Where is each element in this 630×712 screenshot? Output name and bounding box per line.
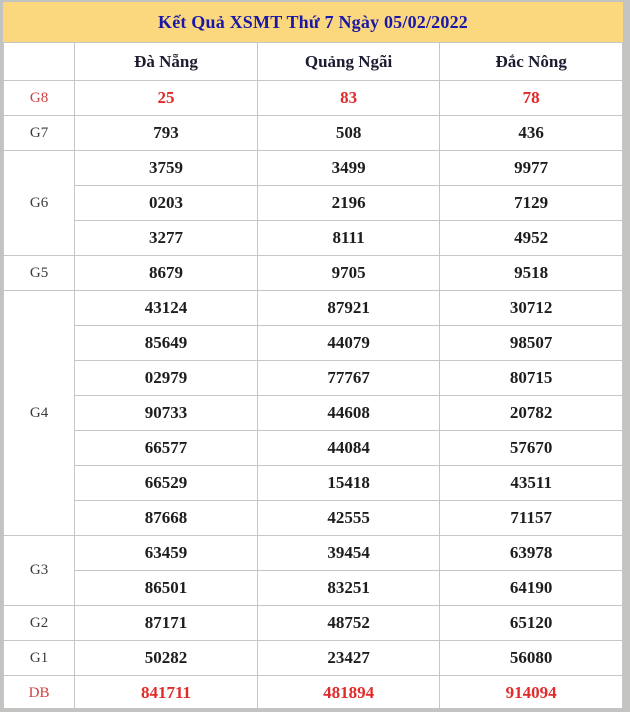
column-header-quang-ngai: Quảng Ngãi xyxy=(257,43,440,81)
table-row xyxy=(4,256,623,291)
prize-value: 57670 xyxy=(440,431,623,466)
prize-value: 48752 xyxy=(257,606,440,641)
table-row xyxy=(4,641,623,676)
prize-value: 50282 xyxy=(75,641,258,676)
prize-value: 43511 xyxy=(440,466,623,501)
prize-value: 23427 xyxy=(257,641,440,676)
prize-value: 64190 xyxy=(440,571,623,606)
prize-value: 841711 xyxy=(75,676,258,709)
prize-value: 80715 xyxy=(440,361,623,396)
prize-label-g4: G4 xyxy=(4,291,75,536)
prize-value: 914094 xyxy=(440,676,623,709)
prize-value: 39454 xyxy=(257,536,440,571)
prize-value: 83 xyxy=(257,81,440,116)
prize-value: 90733 xyxy=(75,396,258,431)
column-header-da-nang: Đà Nẵng xyxy=(75,43,258,81)
prize-value: 436 xyxy=(440,116,623,151)
prize-value: 25 xyxy=(75,81,258,116)
prize-value: 3277 xyxy=(75,221,258,256)
prize-value: 3759 xyxy=(75,151,258,186)
table-row xyxy=(4,571,623,606)
table-row xyxy=(4,676,623,709)
prize-value: 508 xyxy=(257,116,440,151)
prize-label-g2: G2 xyxy=(4,606,75,641)
table-row xyxy=(4,326,623,361)
prize-value: 66577 xyxy=(75,431,258,466)
prize-label-g7: G7 xyxy=(4,116,75,151)
prize-value: 3499 xyxy=(257,151,440,186)
prize-value: 66529 xyxy=(75,466,258,501)
prize-value: 43124 xyxy=(75,291,258,326)
table-row xyxy=(4,536,623,571)
prize-value: 7129 xyxy=(440,186,623,221)
prize-value: 0203 xyxy=(75,186,258,221)
prize-value: 83251 xyxy=(257,571,440,606)
prize-value: 87921 xyxy=(257,291,440,326)
prize-value: 98507 xyxy=(440,326,623,361)
prize-value: 85649 xyxy=(75,326,258,361)
prize-label-g5: G5 xyxy=(4,256,75,291)
prize-value: 8111 xyxy=(257,221,440,256)
prize-column-header xyxy=(4,43,75,81)
prize-value: 56080 xyxy=(440,641,623,676)
column-header-dac-nong: Đắc Nông xyxy=(440,43,623,81)
prize-value: 30712 xyxy=(440,291,623,326)
table-row xyxy=(4,81,623,116)
table-row xyxy=(4,186,623,221)
prize-value: 63978 xyxy=(440,536,623,571)
prize-value: 481894 xyxy=(257,676,440,709)
prize-value: 15418 xyxy=(257,466,440,501)
prize-value: 63459 xyxy=(75,536,258,571)
lottery-results-panel xyxy=(3,2,623,708)
prize-label-db: DB xyxy=(4,676,75,709)
header-row xyxy=(4,43,623,81)
table-row xyxy=(4,151,623,186)
prize-value: 71157 xyxy=(440,501,623,536)
prize-value: 87171 xyxy=(75,606,258,641)
prize-value: 65120 xyxy=(440,606,623,641)
table-row xyxy=(4,606,623,641)
prize-value: 20782 xyxy=(440,396,623,431)
prize-value: 87668 xyxy=(75,501,258,536)
prize-value: 9518 xyxy=(440,256,623,291)
table-row xyxy=(4,221,623,256)
prize-value: 9705 xyxy=(257,256,440,291)
table-row xyxy=(4,116,623,151)
prize-value: 77767 xyxy=(257,361,440,396)
prize-value: 02979 xyxy=(75,361,258,396)
prize-value: 2196 xyxy=(257,186,440,221)
prize-label-g8: G8 xyxy=(4,81,75,116)
prize-value: 793 xyxy=(75,116,258,151)
prize-label-g1: G1 xyxy=(4,641,75,676)
lottery-results-table xyxy=(3,42,623,708)
prize-label-g6: G6 xyxy=(4,151,75,256)
prize-value: 4952 xyxy=(440,221,623,256)
table-row xyxy=(4,501,623,536)
prize-value: 8679 xyxy=(75,256,258,291)
page-title: Kết Quả XSMT Thứ 7 Ngày 05/02/2022 xyxy=(3,2,623,42)
prize-value: 44084 xyxy=(257,431,440,466)
prize-value: 78 xyxy=(440,81,623,116)
prize-value: 44079 xyxy=(257,326,440,361)
table-row xyxy=(4,361,623,396)
prize-value: 9977 xyxy=(440,151,623,186)
table-row xyxy=(4,291,623,326)
table-row xyxy=(4,396,623,431)
prize-label-g3: G3 xyxy=(4,536,75,606)
prize-value: 44608 xyxy=(257,396,440,431)
prize-value: 42555 xyxy=(257,501,440,536)
table-row xyxy=(4,431,623,466)
table-row xyxy=(4,466,623,501)
prize-value: 86501 xyxy=(75,571,258,606)
